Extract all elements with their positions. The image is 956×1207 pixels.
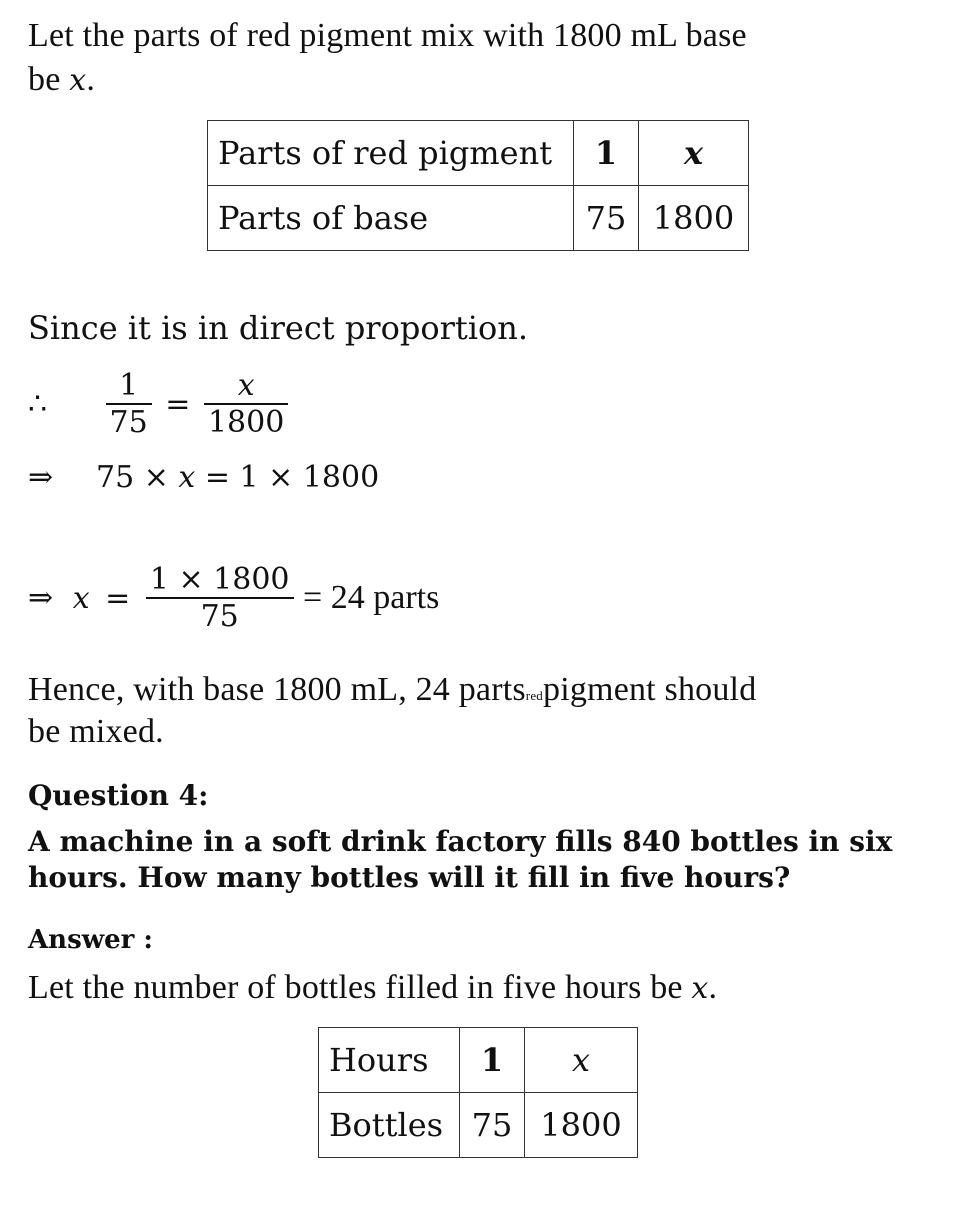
table-row xyxy=(319,1028,638,1093)
conclusion-text: Hence, with base 1800 mL, 24 parts xyxy=(28,671,526,708)
table-row xyxy=(319,1093,638,1158)
table-cell-label: Bottles xyxy=(319,1093,460,1158)
table-cell-value: 1800 xyxy=(525,1093,638,1158)
equation-solution xyxy=(28,562,439,634)
conclusion-small-text: red xyxy=(525,688,543,703)
table-row xyxy=(208,186,749,251)
table-cell-value: 1 xyxy=(574,121,639,186)
answer-text: Let the number of bottles filled in five hours be xyxy=(28,969,692,1006)
equals-sign: = xyxy=(165,386,191,422)
implies-symbol: ⇒ xyxy=(28,580,54,616)
table-cell-value: 75 xyxy=(460,1093,525,1158)
answer-line xyxy=(28,968,717,1009)
therefore-symbol: ∴ xyxy=(28,386,48,422)
proportion-table-2 xyxy=(318,1027,638,1158)
equation-cross-multiply xyxy=(28,460,379,495)
proportion-table-1 xyxy=(207,120,749,251)
table-cell-value: 75 xyxy=(574,186,639,251)
variable-x: x xyxy=(69,63,87,98)
table-cell-label: Hours xyxy=(319,1028,460,1093)
equation-text: 75 × xyxy=(96,460,179,495)
denominator: 75 xyxy=(109,405,148,440)
denominator: 1800 xyxy=(207,405,285,440)
denominator: 75 xyxy=(200,599,239,634)
numerator: 1 xyxy=(119,368,139,403)
equation-fraction xyxy=(28,368,288,440)
answer-heading: Answer : xyxy=(28,925,153,955)
result-text: = 24 parts xyxy=(303,579,440,616)
variable-x: x xyxy=(691,971,709,1006)
proportion-statement: Since it is in direct proportion. xyxy=(28,309,529,347)
intro-line-1: Let the parts of red pigment mix with 1800 mL base xyxy=(28,17,747,54)
table-row xyxy=(208,121,749,186)
answer-period: . xyxy=(708,969,718,1006)
variable-x: x xyxy=(178,460,196,495)
table-cell-value: 1800 xyxy=(639,186,749,251)
question-line-1: A machine in a soft drink factory fills 840 bottles in six xyxy=(28,825,893,858)
equals-sign: = xyxy=(105,580,131,616)
table-cell-value: x xyxy=(639,121,749,186)
equation-text: = 1 × 1800 xyxy=(195,460,380,495)
table-cell-value: 1 xyxy=(460,1028,525,1093)
numerator: x xyxy=(237,368,255,403)
conclusion-line-2: be mixed. xyxy=(28,713,164,750)
fraction-left xyxy=(106,368,152,440)
intro-line-2 xyxy=(28,60,95,101)
question-heading: Question 4: xyxy=(28,779,209,812)
table-cell-label: Parts of red pigment xyxy=(208,121,574,186)
conclusion-line-1 xyxy=(28,670,756,716)
conclusion-text: pigment should xyxy=(543,671,757,708)
variable-x: x xyxy=(72,580,90,616)
implies-symbol: ⇒ xyxy=(28,460,54,495)
fraction-solution xyxy=(146,562,294,634)
table-cell-value: x xyxy=(525,1028,638,1093)
numerator: 1 × 1800 xyxy=(149,562,290,597)
intro-text: be xyxy=(28,61,70,98)
intro-period: . xyxy=(86,61,96,98)
table-cell-label: Parts of base xyxy=(208,186,574,251)
fraction-right xyxy=(204,368,288,440)
question-line-2: hours. How many bottles will it fill in five hours? xyxy=(28,861,791,894)
